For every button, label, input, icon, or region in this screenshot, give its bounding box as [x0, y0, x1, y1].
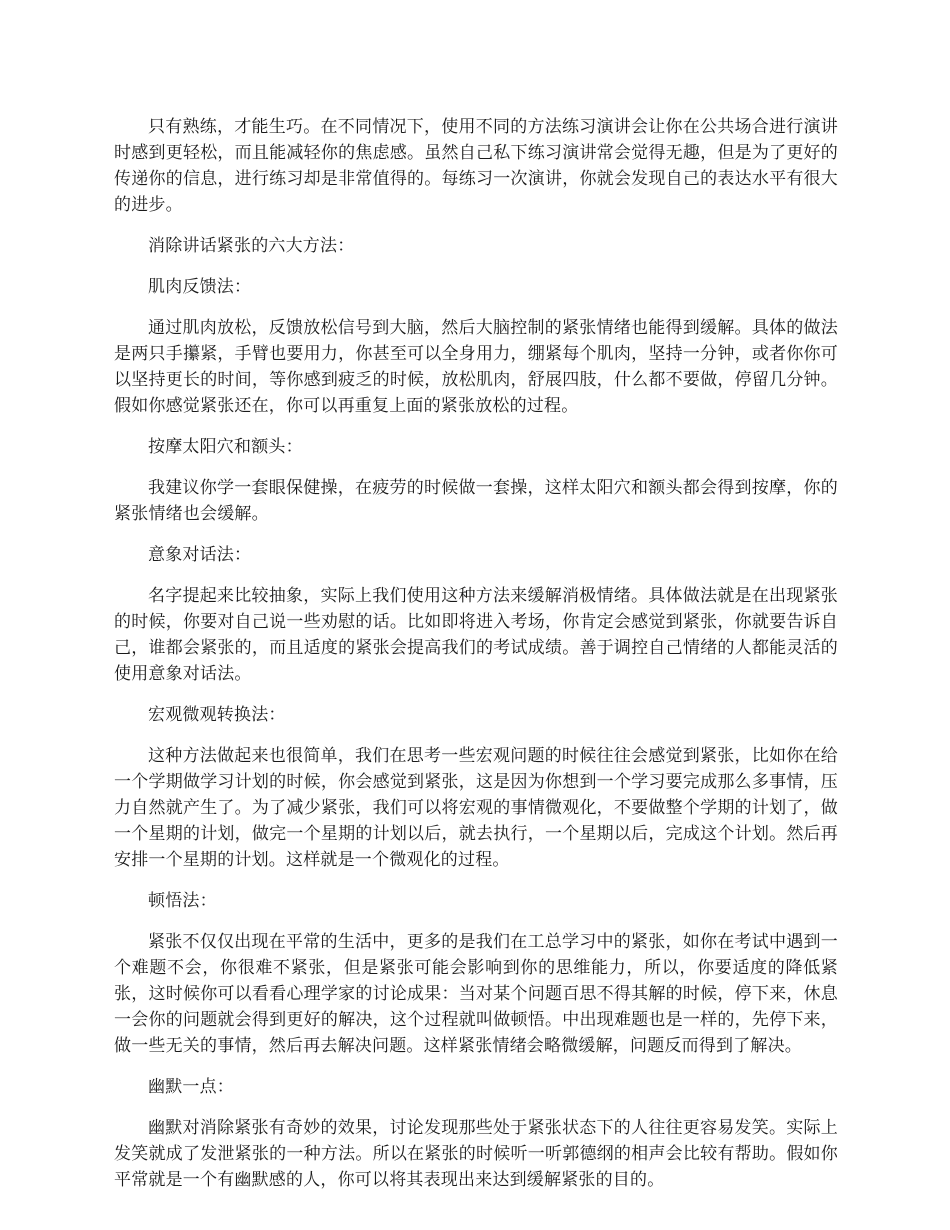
section-title-six-methods: 消除讲话紧张的六大方法： [148, 236, 355, 256]
method-heading-humor: 幽默一点： [148, 1077, 234, 1097]
method-paragraph-insight: 紧张不仅仅出现在平常的生活中，更多的是我们在工总学习中的紧张，如你在考试中遇到一个难题不会，你很难不紧张，但是紧张可能会影响到你的思维能力，所以，你要适度的降低紧张，这时候你可以看看心理学家的讨论成果：当对某个问题百思不得其解的时候，停下来，休息一会你的问题就会得到更好的解决，这个过程就叫做顿悟。中出现难题也是一样的，先停下来，做一些无关的事情，然后再去解决问题。这样紧张情绪会略微缓解，问题反而得到了解决。 [114, 932, 838, 1056]
method-heading-massage: 按摩太阳穴和额头： [148, 437, 303, 457]
method-paragraph-massage: 我建议你学一套眼保健操，在疲劳的时候做一套操，这样太阳穴和额头都会得到按摩，你的紧张情绪也会缓解。 [114, 478, 838, 524]
method-paragraph-humor: 幽默对消除紧张有奇妙的效果，讨论发现那些处于紧张状态下的人往往更容易发笑。实际上发笑就成了发泄紧张的一种方法。所以在紧张的时候听一听郭德纲的相声会比较有帮助。假如你平常就是一个有幽默感的人，你可以将其表现出来达到缓解紧张的目的。 [114, 1118, 838, 1190]
method-heading-macro-micro: 宏观微观转换法： [148, 705, 286, 725]
method-paragraph-imagery-dialogue: 名字提起来比较抽象，实际上我们使用这种方法来缓解消极情绪。具体做法就是在出现紧张的时候，你要对自己说一些劝慰的话。比如即将进入考场，你肯定会感觉到紧张，你就要告诉自己，谁都会紧张的，而且适度的紧张会提高我们的考试成绩。善于调控自己情绪的人都能灵活的使用意象对话法。 [114, 586, 838, 684]
method-heading-insight: 顿悟法： [148, 891, 217, 911]
method-heading-imagery-dialogue: 意象对话法： [148, 545, 252, 565]
method-heading-muscle-feedback: 肌肉反馈法： [148, 277, 252, 297]
intro-paragraph: 只有熟练，才能生巧。在不同情况下，使用不同的方法练习演讲会让你在公共场合进行演讲时感到更轻松，而且能减轻你的焦虑感。虽然自己私下练习演讲常会觉得无趣，但是为了更好的传递你的信息，进行练习却是非常值得的。每练习一次演讲，你就会发现自己的表达水平有很大的进步。 [114, 117, 838, 215]
method-paragraph-muscle-feedback: 通过肌肉放松，反馈放松信号到大脑，然后大脑控制的紧张情绪也能得到缓解。具体的做法是两只手攥紧，手臂也要用力，你甚至可以全身用力，绷紧每个肌肉，坚持一分钟，或者你你可以坚持更长的时间，等你感到疲乏的时候，放松肌肉，舒展四肢，什么都不要做，停留几分钟。假如你感觉紧张还在，你可以再重复上面的紧张放松的过程。 [114, 318, 838, 416]
document-body [114, 114, 838, 1208]
method-paragraph-macro-micro: 这种方法做起来也很简单，我们在思考一些宏观问题的时候往往会感觉到紧张，比如你在给一个学期做学习计划的时候，你会感觉到紧张，这是因为你想到一个学习要完成那么多事情，压力自然就产生了。为了减少紧张，我们可以将宏观的事情微观化，不要做整个学期的计划了，做一个星期的计划，做完一个星期的计划以后，就去执行，一个星期以后，完成这个计划。然后再安排一个星期的计划。这样就是一个微观化的过程。 [114, 746, 838, 870]
